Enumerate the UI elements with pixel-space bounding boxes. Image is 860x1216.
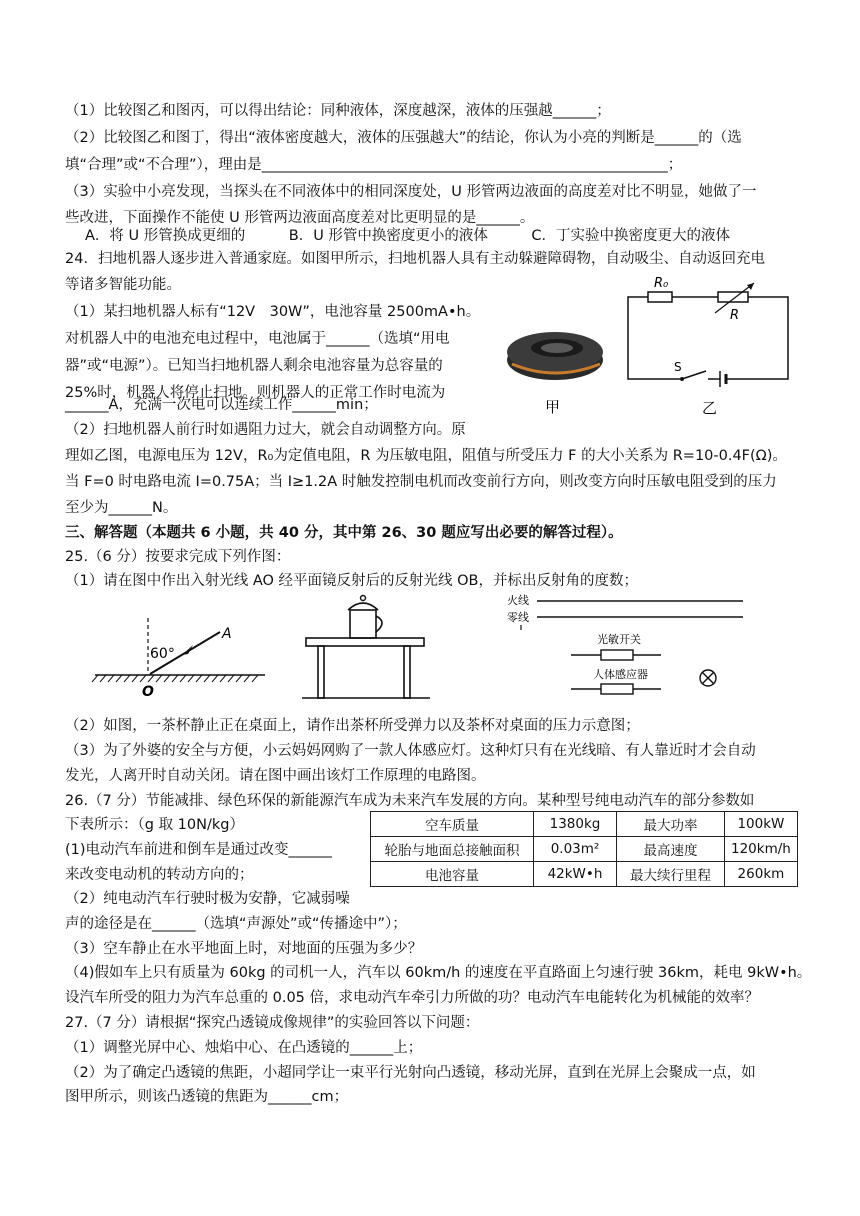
q23-options: A．将 U 形管换成更细的 B．U 形管中换密度更小的液体 C．丁实验中换密度更大的液体 [85,228,731,244]
lamp-icon [700,670,716,686]
q23-part3-line2: 些改进，下面操作不能使 U 形管两边液面高度差对比更明显的是______。 [65,210,535,226]
q23-part3-line1: （3）实验中小亮发现，当探头在不同液体中的相同深度处，U 形管两边液面的高度差对比不明显，她做了一 [65,184,757,200]
q26-part1-line1: (1)电动汽车前进和倒车是通过改变______ [65,842,333,858]
q26-part4-line1: （4)假如车上只有质量为 60kg 的司机一人，汽车以 60km/h 的速度在平直路面上匀速行驶 36km，耗电 9kW•h。 [65,965,812,981]
table-cell: 最大续行里程 [617,862,725,887]
light-switch [601,650,633,660]
r0-label: R₀ [654,276,669,291]
table-cell: 0.03m² [534,837,617,862]
table-cell: 100kW [725,812,798,837]
q23-part1: （1）比较图乙和图丙，可以得出结论：同种液体，深度越深，液体的压强越______； [65,103,611,119]
q26-part3: （3）空车静止在水平地面上时，对地面的压强为多少？ [65,941,423,957]
table-row [371,862,798,887]
light-switch-label: 光敏开关 [597,633,641,646]
body-sensor-label: 人体感应器 [593,668,648,681]
q24-part1-line3: 器”或“电源”）。已知当扫地机器人剩余电池容量为总容量的 [65,358,443,374]
q24-part1-line2: 对机器人中的电池充电过程中，电池属于______（选填“用电 [65,331,450,347]
sensor-lamp-figure [505,592,745,702]
r-label: R [730,308,740,323]
q23-part2-line2: 填“合理”或“不合理”），理由是________________________________________________________； [65,157,683,173]
q27-stem: 27.（7 分）请根据“探究凸透镜成像规律”的实验回答以下问题： [65,1015,480,1031]
section-3-heading: 三、解答题（本题共 6 小题，共 40 分，其中第 26、30 题应写出必要的解答过程）。 [65,525,623,541]
body-sensor [601,684,633,694]
q27-part1: （1）调整光屏中心、烛焰中心、在凸透镜的______上； [65,1040,423,1056]
table-cell: 42kW•h [534,862,617,887]
car-spec-table [370,811,798,887]
circuit-figure [620,275,795,420]
q25-part1: （1）请在图中作出入射光线 AO 经平面镜反射后的反射光线 OB，并标出反射角的度数； [65,573,638,589]
table-row [371,812,798,837]
table-cell: 120km/h [725,837,798,862]
robot-figure [500,320,610,420]
table-cell: 最高速度 [617,837,725,862]
q26-stem-line2: 下表所示：（g 取 10N/kg） [65,817,244,833]
switch-label: S [674,360,682,374]
q24-part1-line5: ______A，充满一次电可以连续工作______min； [65,397,378,413]
q26-part4-line2: 设汽车所受的阻力为汽车总重的 0.05 倍，求电动汽车牵引力所做的功？电动汽车电能转化为机械能的效率？ [65,990,759,1006]
neutral-wire-label: 零线 [507,611,529,624]
table-cell: 260km [725,862,798,887]
q26-stem-line1: 26.（7 分）节能减排、绿色环保的新能源汽车成为未来汽车发展的方向。某种型号纯电动汽车的部分参数如 [65,793,755,809]
r0-resistor [648,292,672,302]
q26-part1-line2: 来改变电动机的转动方向的； [65,867,254,883]
q25-stem: 25.（6 分）按要求完成下列作图： [65,549,291,565]
table-cell: 1380kg [534,812,617,837]
q24-part2-line1: （2）扫地机器人前行时如遇阻力过大，就会自动调整方向。原 [65,422,466,438]
q24-part2-line3: 当 F=0 时电路电流 I=0.75A；当 I≥1.2A 时触发控制电机而改变前行方向，则改变方向时压敏电阻受到的压力 [65,474,777,490]
q25-part3-line2: 发光，人离开时自动关闭。请在图中画出该灯工作原理的电路图。 [65,768,486,784]
mirror-figure [90,610,270,700]
angle-label: 60° [150,646,175,662]
point-o-label: O [142,684,154,700]
q24-stem-line1: 24．扫地机器人逐步进入普通家庭。如图甲所示，扫地机器人具有主动躲避障碍物，自动吸尘、自动返回充电 [65,251,765,267]
q25-part3-line1: （3）为了外婆的安全与方便，小云妈妈网购了一款人体感应灯。这种灯只有在光线暗、有人靠近时才会自动 [65,743,756,759]
table-cell: 最大功率 [617,812,725,837]
q23-part2-line1: （2）比较图乙和图丁，得出“液体密度越大，液体的压强越大”的结论，你认为小亮的判断是______的（选 [65,130,742,146]
q25-part2: （2）如图，一茶杯静止正在桌面上，请作出茶杯所受弹力以及茶杯对桌面的压力示意图； [65,718,640,734]
q24-part2-line2: 理如乙图，电源电压为 12V，R₀为定值电阻，R 为压敏电阻，阻值与所受压力 F 的大小关系为 R=10-0.4F(Ω)。 [65,448,787,464]
q26-part2-line2: 声的途径是在______（选填“声源处”或“传播途中”）； [65,916,407,932]
q26-part2-line1: （2）纯电动汽车行驶时极为安静，它减弱噪 [65,891,350,907]
point-a-label: A [222,626,232,642]
robot-figure-label: 甲 [545,398,561,416]
table-cell: 电池容量 [371,862,534,887]
q24-part1-line4: 25%时，机器人将停止扫地。则机器人的正常工作时电流为 [65,385,446,401]
teacup-table-figure [298,592,433,702]
q27-part2-line1: （2）为了确定凸透镜的焦距，小超同学让一束平行光射向凸透镜，移动光屏，直到在光屏上会聚成一点，如 [65,1065,756,1081]
live-wire-label: 火线 [507,594,529,607]
q27-part2-line2: 图甲所示，则该凸透镜的焦距为______cm； [65,1089,349,1105]
q24-part2-line4: 至少为______N。 [65,500,178,516]
table-cell: 轮胎与地面总接触面积 [371,837,534,862]
table-row [371,837,798,862]
table-cell: 空车质量 [371,812,534,837]
q24-part1-line1: （1）某扫地机器人标有“12V 30W”，电池容量 2500mA•h。 [65,304,481,320]
q24-stem-line2: 等诸多智能功能。 [65,277,181,293]
pressure-resistor [718,292,748,302]
circuit-figure-label: 乙 [702,399,718,417]
